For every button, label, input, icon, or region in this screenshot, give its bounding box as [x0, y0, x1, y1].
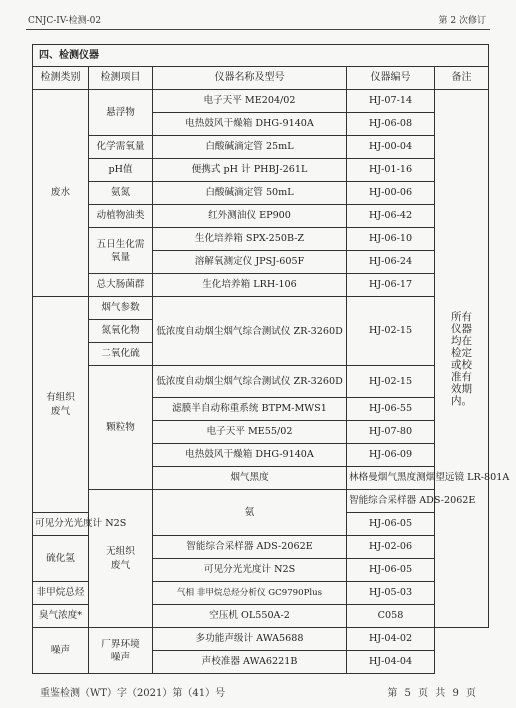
column-header: 仪器名称及型号: [153, 67, 347, 90]
section-title: 四、检测仪器: [33, 45, 489, 67]
category-cell: 废水: [33, 90, 89, 297]
column-header: 备注: [435, 67, 489, 90]
instrument-table: [32, 44, 510, 674]
instrument-code: HJ-05-03: [347, 582, 435, 605]
category-label: 无组织废气: [106, 545, 135, 571]
header-row: [33, 67, 489, 90]
instrument-label: 低浓度自动烟尘烟气综合测试仪 ZR-3260D: [156, 325, 343, 337]
instrument-name: 白酸碱滴定管 25mL: [153, 136, 347, 159]
instrument-name: 可见分光光度计 N2S: [153, 559, 347, 582]
item-cell: 颗粒物: [89, 366, 153, 490]
instrument-name: 电热鼓风干燥箱 DHG-9140A: [153, 113, 347, 136]
instrument-name: 声校准器 AWA6221B: [153, 651, 347, 674]
instrument-code: HJ-06-10: [347, 228, 435, 251]
instrument-code: HJ-06-17: [347, 274, 435, 297]
item-cell: 总大肠菌群: [89, 274, 153, 297]
item-cell: 烟气参数: [89, 297, 153, 320]
item-cell: 动植物油类: [89, 205, 153, 228]
instrument-label: 低浓度自动烟尘烟气综合测试仪 ZR-3260D: [156, 376, 343, 387]
item-label: 厂界环境噪声: [101, 638, 140, 663]
instrument-name: 智能综合采样器 ADS-2062E: [347, 490, 435, 513]
table-row: [33, 228, 489, 251]
table-row: [33, 366, 489, 398]
doc-code: CNJC-IV-检测-02: [28, 16, 102, 26]
item-cell: 悬浮物: [89, 90, 153, 136]
report-number: 重鉴检测（WT）字（2021）第（41）号: [40, 688, 226, 699]
item-cell: 烟气黑度: [153, 467, 347, 490]
instrument-code: HJ-06-55: [347, 398, 435, 421]
instrument-code: HJ-04-04: [347, 651, 435, 674]
instrument-code: HJ-02-15: [347, 297, 435, 366]
instrument-name: 生化培养箱 SPX-250B-Z: [153, 228, 347, 251]
table-row: [33, 90, 489, 113]
category-cell: [33, 297, 89, 513]
instrument-name: 便携式 pH 计 PHBJ-261L: [153, 159, 347, 182]
instrument-name: 可见分光光度计 N2S: [33, 513, 89, 536]
instrument-code: HJ-02-15: [347, 366, 435, 398]
column-header: 检测项目: [89, 67, 153, 90]
instrument-code: HJ-07-80: [347, 421, 435, 444]
instrument-code: HJ-06-05: [347, 513, 435, 536]
remark-text: 所有仪器均在检定或校准有效期内。: [451, 310, 472, 407]
table-row: [33, 205, 489, 228]
table-row: [33, 490, 489, 513]
item-cell: 二氧化硫: [89, 343, 153, 366]
instrument-code: HJ-04-02: [347, 628, 435, 651]
item-cell: 臭气浓度*: [33, 605, 89, 628]
instrument-name: 电子天平 ME204/02: [153, 90, 347, 113]
item-cell: 氨氮: [89, 182, 153, 205]
item-cell: 硫化氢: [33, 536, 89, 582]
item-cell: [89, 228, 153, 274]
instrument-name: 白酸碱滴定管 50mL: [153, 182, 347, 205]
item-cell: [89, 628, 153, 674]
item-cell: 非甲烷总烃: [33, 582, 89, 605]
header-divider: [26, 29, 490, 30]
instrument-name: 多功能声级计 AWA5688: [153, 628, 347, 651]
instrument-name: 林格曼烟气黑度测烟望远镜 LR-801A: [347, 467, 435, 490]
item-cell: 氨: [153, 490, 347, 536]
instrument-name: 生化培养箱 LRH-106: [153, 274, 347, 297]
instrument-name: 空压机 OL550A-2: [153, 605, 347, 628]
table-row: [33, 159, 489, 182]
instrument-code: HJ-07-14: [347, 90, 435, 113]
instrument-name: 滤膜半自动称重系统 BTPM-MWS1: [153, 398, 347, 421]
instrument-name: 气相 非甲烷总烃分析仪 GC9790Plus: [153, 582, 347, 605]
category-cell: 噪声: [33, 628, 89, 674]
instrument-name: 智能综合采样器 ADS-2062E: [153, 536, 347, 559]
instrument-code: HJ-06-05: [347, 559, 435, 582]
instrument-name: [153, 297, 347, 366]
instrument-name: 电子天平 ME55/02: [153, 421, 347, 444]
category-label: 有组织废气: [46, 391, 75, 417]
page-number: 第 5 页 共 9 页: [387, 688, 476, 699]
table-row: [33, 182, 489, 205]
remark-cell: [435, 90, 489, 628]
item-cell: 氮氧化物: [89, 320, 153, 343]
instrument-name: 电热鼓风干燥箱 DHG-9140A: [153, 444, 347, 467]
instrument-name: 红外测油仪 EP900: [153, 205, 347, 228]
item-label: 五日生化需氧量: [96, 238, 145, 263]
column-header: 仪器编号: [347, 67, 435, 90]
instrument-name: 溶解氧测定仪 JPSJ-605F: [153, 251, 347, 274]
instrument-code: HJ-06-42: [347, 205, 435, 228]
instrument-code: HJ-00-04: [347, 136, 435, 159]
instrument-code: HJ-06-08: [347, 113, 435, 136]
table-row: [33, 136, 489, 159]
column-header: 检测类别: [33, 67, 89, 90]
table-row: [33, 297, 489, 320]
instrument-code: HJ-06-09: [347, 444, 435, 467]
table-row: [33, 274, 489, 297]
item-cell: pH值: [89, 159, 153, 182]
item-cell: 化学需氧量: [89, 136, 153, 159]
instrument-code: HJ-02-06: [347, 536, 435, 559]
instrument-code: HJ-06-24: [347, 251, 435, 274]
table-row: [33, 628, 489, 651]
instrument-name: [153, 366, 347, 398]
revision-label: 第 2 次修订: [438, 16, 486, 26]
instrument-code: HJ-01-16: [347, 159, 435, 182]
instrument-code: C058: [347, 605, 435, 628]
instrument-code: HJ-00-06: [347, 182, 435, 205]
category-cell: [89, 490, 153, 628]
